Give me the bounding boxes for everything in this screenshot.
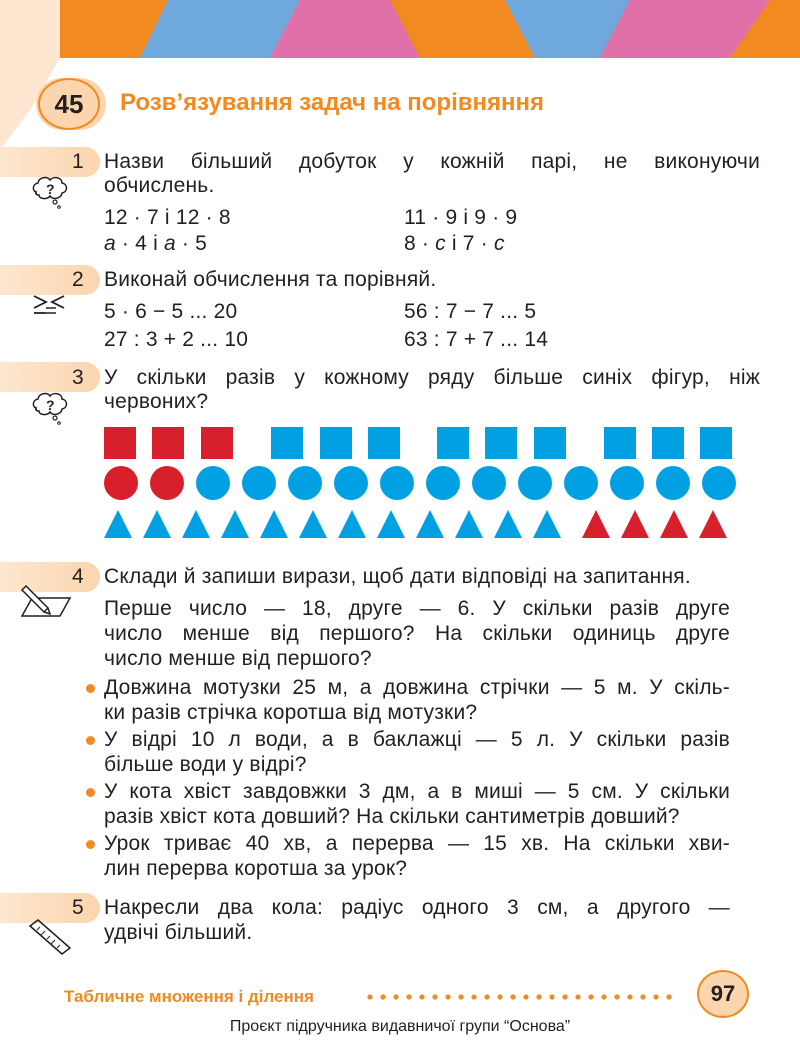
blue-circle [702, 466, 736, 500]
red-triangle [621, 510, 649, 538]
lesson-number: 45 [54, 88, 84, 119]
task4-bullet3-line2: разів хвіст кота довший? На скільки сантиметрів довший? [104, 805, 680, 828]
blue-square [652, 427, 684, 459]
blue-square [368, 427, 400, 459]
task-number-tab [0, 265, 100, 295]
red-triangle [660, 510, 688, 538]
task2-text: Виконай обчислення та порівняй. [104, 268, 437, 291]
task4-text: Склади й запиши вирази, щоб дати відповіді на запитання. [104, 565, 691, 588]
task4-bullet2-line2: більше води у відрі? [104, 753, 307, 776]
task3-text-line2: червоних? [104, 390, 209, 413]
svg-text:?: ? [46, 397, 55, 413]
blue-circle [426, 466, 460, 500]
task-number-tab [0, 362, 100, 392]
blue-circle [472, 466, 506, 500]
bullet-dot [86, 736, 95, 745]
var-c: c [435, 232, 446, 255]
task4-bullet1-line1: Довжина мотузки 25 м, а довжина стрічки — 5 м. У скіль- [104, 676, 730, 699]
blue-triangle [494, 510, 522, 538]
task2-expr-a2: 27 : 3 + 2 ... 10 [104, 328, 249, 351]
red-triangle [582, 510, 610, 538]
compare-icon [32, 292, 68, 318]
blue-triangle [533, 510, 561, 538]
page-number: 97 [710, 981, 736, 1006]
blue-triangle [455, 510, 483, 538]
blue-circle [288, 466, 322, 500]
blue-circle [380, 466, 414, 500]
footer-dot-leader [366, 989, 686, 1005]
footer-credit: Проєкт підручника видавничої групи “Основа” [229, 1018, 571, 1035]
task2-expr-a1: 5 · 6 − 5 ... 20 [104, 300, 238, 323]
blue-triangle [182, 510, 210, 538]
expr-part: 8 · [404, 232, 436, 255]
task5-text-line2: удвічі більший. [104, 921, 253, 944]
blue-circle [656, 466, 690, 500]
blue-circle [610, 466, 644, 500]
thought-bubble-icon [30, 174, 72, 210]
task-number-tab [0, 147, 100, 177]
lesson-number-circle [38, 78, 100, 130]
var-c: c [493, 232, 505, 255]
expr-part: · 5 [175, 232, 208, 255]
red-square [152, 427, 184, 459]
task2-expr-b1: 56 : 7 − 7 ... 5 [404, 300, 537, 323]
task4-intro-line2: число менше від першого? На скільки одиниць друге [104, 622, 730, 645]
task-number: 2 [72, 268, 84, 291]
task1-text-line2: обчислень. [104, 174, 215, 197]
task-number: 3 [72, 366, 84, 389]
blue-triangle [416, 510, 444, 538]
red-circle [150, 466, 184, 500]
red-circle [104, 466, 138, 500]
task1-text-line1: Назви більший добуток у кожній парі, не виконуючи [104, 150, 760, 173]
task-number: 5 [72, 896, 84, 919]
blue-triangle [143, 510, 171, 538]
triangle-row [100, 506, 740, 540]
bullet-dot [86, 788, 95, 797]
red-square [201, 427, 233, 459]
page-number-badge [697, 970, 749, 1018]
task1-pair-b2 [404, 232, 505, 256]
blue-circle [564, 466, 598, 500]
var-a: a [163, 232, 176, 255]
blue-circle [242, 466, 276, 500]
bullet-dot [86, 840, 95, 849]
blue-square [437, 427, 469, 459]
top-banner [0, 0, 800, 62]
task1-pair-b1: 11 · 9 і 9 · 9 [404, 206, 518, 229]
task-number: 4 [72, 565, 84, 588]
blue-triangle [377, 510, 405, 538]
blue-circle [196, 466, 230, 500]
blue-square [700, 427, 732, 459]
blue-square [604, 427, 636, 459]
expr-part: · 4 і [115, 232, 164, 255]
blue-circle [518, 466, 552, 500]
thought-bubble-icon [30, 390, 72, 426]
expr-part: і 7 · [445, 232, 494, 255]
task5-text-line1: Накресли два кола: радіус одного 3 см, а другого — [104, 896, 730, 919]
pencil-notebook-icon [18, 584, 74, 620]
blue-triangle [338, 510, 366, 538]
svg-text:?: ? [46, 181, 55, 197]
task4-bullet2-line1: У відрі 10 л води, а в баклажці — 5 л. У скільки разів [104, 728, 730, 751]
blue-square [485, 427, 517, 459]
blue-square [271, 427, 303, 459]
bullet-dot [86, 684, 95, 693]
task-number: 1 [72, 150, 84, 173]
task4-intro-line1: Перше число — 18, друге — 6. У скільки разів друге [104, 597, 730, 620]
task2-expr-b2: 63 : 7 + 7 ... 14 [404, 328, 549, 351]
blue-circle [334, 466, 368, 500]
var-a: a [104, 232, 116, 255]
task4-bullet1-line2: ки разів стрічка коротша від мотузки? [104, 701, 478, 724]
blue-triangle [104, 510, 132, 538]
blue-square [320, 427, 352, 459]
blue-triangle [221, 510, 249, 538]
task4-bullet4-line1: Урок триває 40 хв, а перерва — 15 хв. На скільки хви- [104, 832, 730, 855]
task4-bullet3-line1: У кота хвіст завдовжки 3 дм, а в миші — 5 см. У скільки [104, 780, 730, 803]
task1-pair-a2 [104, 232, 207, 256]
task4-bullet4-line2: лин перерва коротша за урок? [104, 857, 408, 880]
blue-triangle [260, 510, 288, 538]
red-triangle [699, 510, 727, 538]
task1-pair-a1: 12 · 7 і 12 · 8 [104, 206, 231, 229]
blue-square [534, 427, 566, 459]
ruler-icon [26, 918, 72, 958]
footer-section-title: Табличне множення і ділення [64, 987, 314, 1006]
red-square [104, 427, 136, 459]
task4-intro-line3: число менше від першого? [104, 647, 372, 670]
blue-triangle [299, 510, 327, 538]
task3-text-line1: У скільки разів у кожному ряду більше синіх фігур, ніж [104, 366, 760, 389]
lesson-title: Розв’язування задач на порівняння [120, 89, 545, 116]
